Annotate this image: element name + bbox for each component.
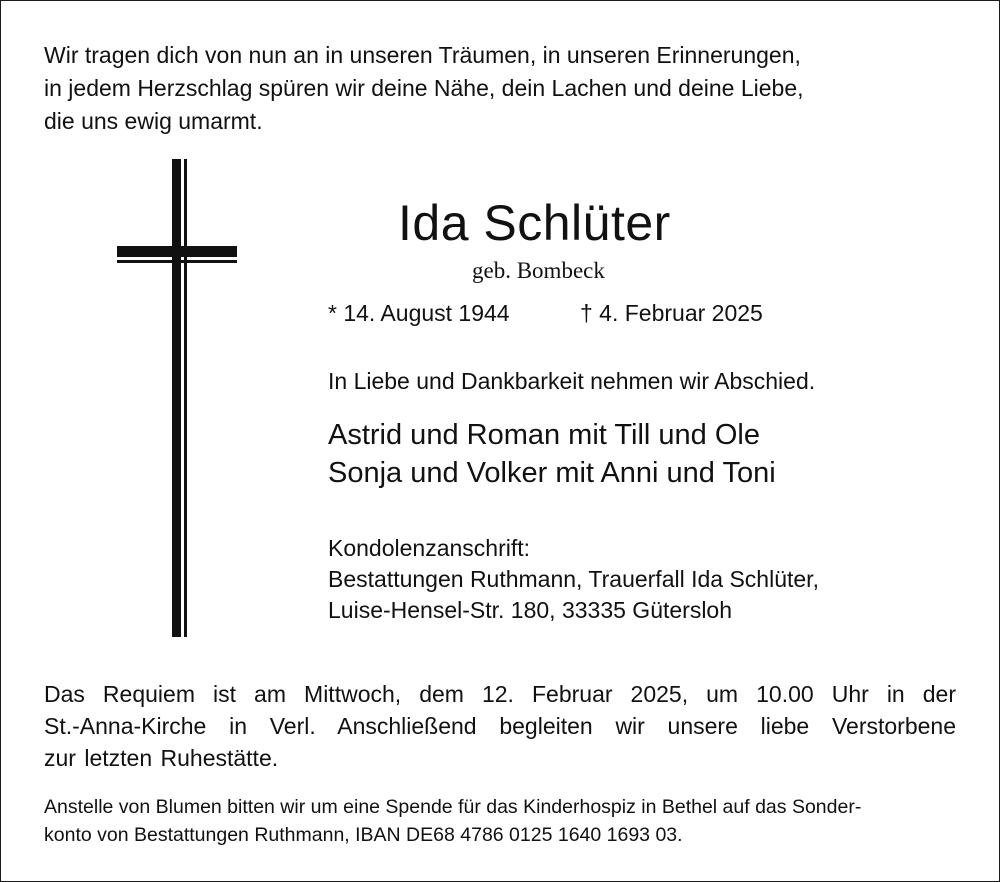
- condolence-line: Bestattungen Ruthmann, Trauerfall Ida Schlüter,: [328, 566, 819, 592]
- farewell-text: In Liebe und Dankbarkeit nehmen wir Abschied.: [328, 368, 816, 394]
- donation-line: konto von Bestattungen Ruthmann, IBAN DE68 4786 0125 1640 1693 03.: [44, 824, 683, 846]
- condolence-line: Luise-Hensel-Str. 180, 33335 Gütersloh: [328, 597, 733, 623]
- donation-notice: [44, 793, 956, 849]
- life-dates: [328, 298, 763, 328]
- family-names: [328, 416, 776, 492]
- birth-name: geb. Bombeck: [472, 258, 605, 283]
- birth-date: * 14. August 1944: [328, 300, 510, 326]
- cross-icon: [117, 159, 237, 637]
- family-line: Sonja und Volker mit Anni und Toni: [328, 457, 776, 489]
- memorial-poem: [44, 39, 944, 138]
- donation-line: Anstelle von Blumen bitten wir um eine Spende für das Kinderhospiz in Bethel auf das Sonder-: [44, 796, 862, 818]
- family-line: Astrid und Roman mit Till und Ole: [328, 419, 760, 451]
- poem-line: Wir tragen dich von nun an in unseren Träumen, in unseren Erinnerungen,: [44, 42, 801, 68]
- death-date: † 4. Februar 2025: [580, 300, 763, 326]
- condolence-heading: Kondolenzanschrift:: [328, 535, 531, 561]
- poem-line: in jedem Herzschlag spüren wir deine Nähe, dein Lachen und deine Liebe,: [44, 75, 804, 101]
- condolence-address: [328, 533, 819, 626]
- requiem-line: St.-Anna-Kirche in Verl. Anschließend begleiten wir unsere liebe Verstorbene: [44, 713, 956, 739]
- poem-line: die uns ewig umarmt.: [44, 108, 263, 134]
- requiem-line: zur letzten Ruhestätte.: [44, 745, 279, 771]
- requiem-line: Das Requiem ist am Mittwoch, dem 12. Februar 2025, um 10.00 Uhr in der: [44, 681, 956, 707]
- deceased-name: Ida Schlüter: [398, 195, 671, 251]
- requiem-notice: [44, 678, 956, 774]
